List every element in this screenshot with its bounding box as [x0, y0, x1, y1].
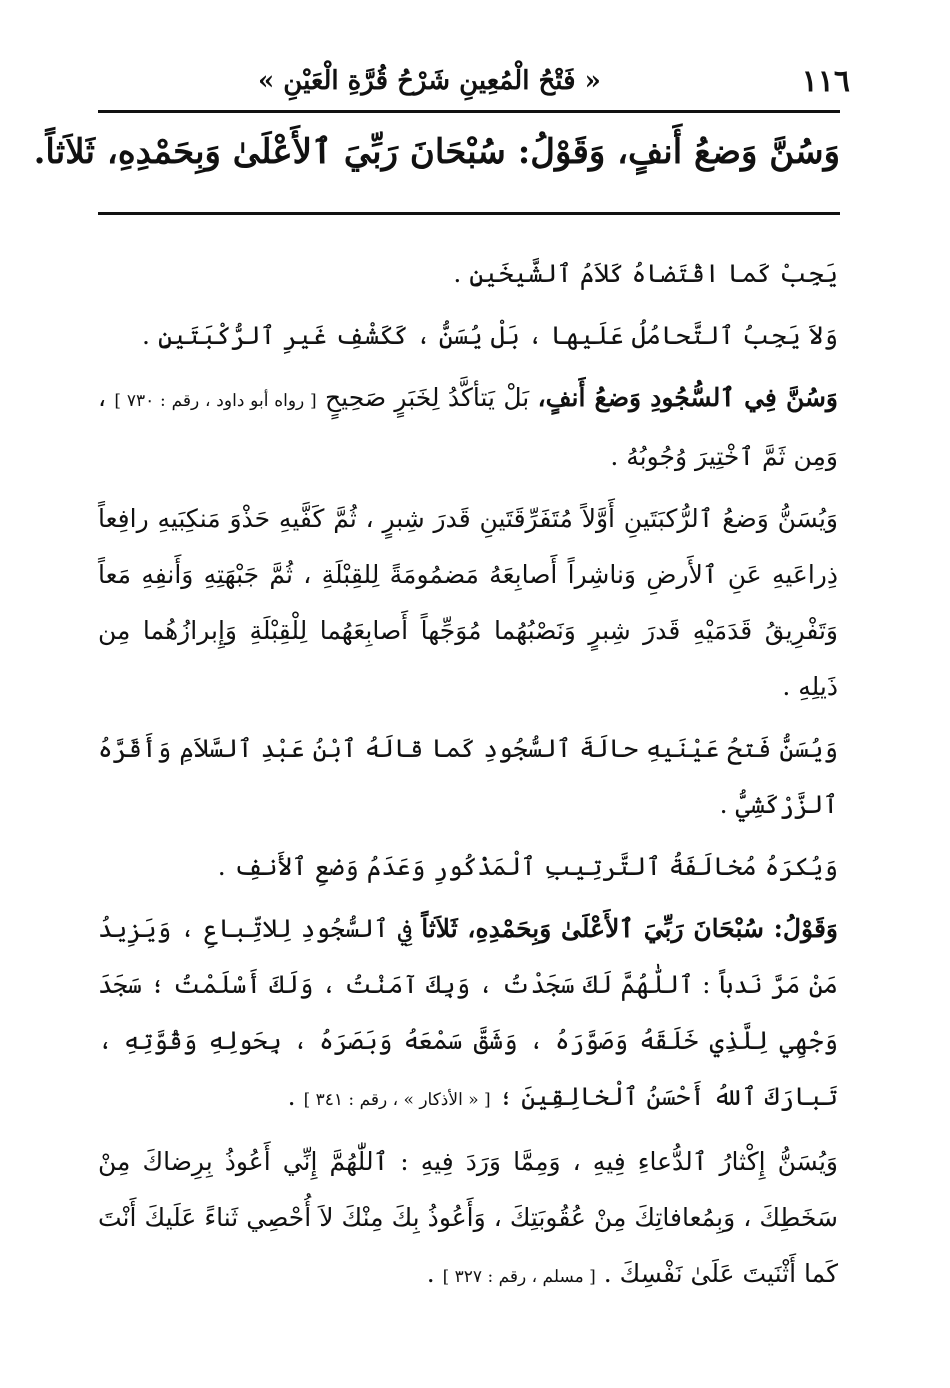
- paragraph-tail: ، وَمِن ثَمَّ ٱخْتِيرَ وُجُوبُهُ .: [98, 383, 838, 471]
- paragraph-text: وَيُسَنُّ وَضعُ ٱلرُّكبَتَينِ أَوَّلاً مُتَفَرِّقَتَينِ قَدرَ شِبرٍ ، ثُمَّ كَفَّيهِ حَذْوَ مَنكِبَيهِ رافِعاً ذِراعَيهِ عَنِ ٱلأَرضِ وَناشِراً أَصابِعَهُ مَضمُومَةً لِلقِبْلَةِ ، ثُمَّ جَبْهَتِهِ وَأَنفِهِ مَعاً وَتَفْرِيقُ قَدَمَيْهِ قَدرَ شِبرٍ وَنَصْبُهُما مُوَجِّهاً أَصابِعَهُما لِلْقِبْلَةِ وَإِبرازُهُما مِن ذَيلِهِ .: [98, 504, 838, 701]
- running-title: « فَتْحُ الْمُعِينِ شَرْحُ قُرَّةِ الْعَيْنِ »: [258, 66, 601, 96]
- paragraph-3: [98, 370, 838, 485]
- paragraph-text: وَيُكرَهُ مُخالَفَةُ ٱلتَّرتِيبِ ٱلْمَذْكُورِ وَعَدَمُ وَضعِ ٱلأَنفِ .: [217, 852, 838, 881]
- paragraph-7: [98, 901, 838, 1128]
- matn-rule: [98, 212, 840, 215]
- paragraph-text: وَيُسَنُّ فَتحُ عَيْنَيهِ حالَةَ ٱلسُّجُودِ كَما قالَهُ ٱبْنُ عَبْدِ ٱلسَّلاَمِ وَأَقَرَّهُ ٱلزَّرْكَشِيُّ .: [98, 734, 838, 819]
- paragraph-5: [98, 721, 838, 833]
- page-header: [88, 56, 850, 106]
- paragraph-text: يَجِبْ كَما اقْتَضاهُ كَلاَمُ ٱلشَّيخَينِ .: [453, 259, 838, 288]
- paragraph-tail: .: [287, 1082, 304, 1111]
- paragraph-text: بَلْ يَتأكَّدُ لِخَبَرٍ صَحِيحٍ: [316, 383, 538, 412]
- paragraph-text: فِي ٱلسُّجُودِ لِلاتِّباعِ ، وَيَزِيدُ مَنْ مَرَّ نَدباً : ٱللّٰهُمَّ لَكَ سَجَدْتُ ، وَبِكَ آمَنْتُ ، وَلَكَ أَسْلَمْتُ ؛ سَجَدَ وَجْهِي لِلَّذِي خَلَقَهُ وَصَوَّرَهُ ، وَشَقَّ سَمْعَهُ وَبَصَرَهُ ، بِحَولِهِ وَقُوَّتِهِ ، تَبارَكَ ٱللهُ أَحْسَنُ ٱلْخالِقِينَ ؛: [98, 914, 838, 1111]
- paragraph-tail: .: [426, 1259, 443, 1288]
- reference: [ مسلم ، رقم : ٣٢٧ ]: [442, 1267, 596, 1287]
- paragraph-text: وَلاَ يَجِبُ ٱلتَّحامُلُ عَلَيها ، بَلْ يُسَنُّ ، كَكَشْفِ غَيرِ ٱلرُّكْبَتَينِ .: [142, 321, 838, 350]
- matn-lead: وَقَوْلُ: سُبْحَانَ رَبِّيَ ٱلأَعْلَىٰ وَبِحَمْدِهِ، ثَلاَثاً: [421, 914, 838, 943]
- matn-line: وَسُنَّ وَضعُ أَنفٍ، وَقَوْلُ: سُبْحَانَ رَبِّيَ ٱلأَعْلَىٰ وَبِحَمْدِهِ، ثَلاَثاً.: [33, 132, 840, 172]
- paragraph-1: [98, 246, 838, 302]
- commentary-text: [98, 246, 838, 1311]
- reference: [ رواه أبو داود ، رقم : ٧٣٠ ]: [114, 391, 317, 411]
- paragraph-text: وَيُسَنُّ إِكْثارُ ٱلدُّعاءِ فِيهِ ، وَمِمَّا وَرَدَ فِيهِ : ٱللّٰهُمَّ إِنِّي أَعُوذُ بِرِضاكَ مِنْ سَخَطِكَ ، وَبِمُعافاتِكَ مِنْ عُقُوبَتِكَ ، وَأَعُوذُ بِكَ مِنْكَ لاَ أُحْصِي ثَناءً عَلَيكَ أَنْتَ كَما أَثْنَيتَ عَلَىٰ نَفْسِكَ .: [98, 1147, 838, 1288]
- reference: [ « الأذكار » ، رقم : ٣٤١ ]: [303, 1090, 491, 1110]
- matn-lead: وَسُنَّ فِي ٱلسُّجُودِ وَضعُ أَنفٍ،: [537, 383, 839, 412]
- header-rule: [98, 110, 840, 113]
- page-number: ١١٦: [801, 63, 850, 99]
- paragraph-8: [98, 1134, 838, 1305]
- paragraph-2: [98, 308, 838, 364]
- paragraph-6: [98, 839, 838, 895]
- paragraph-4: [98, 491, 838, 715]
